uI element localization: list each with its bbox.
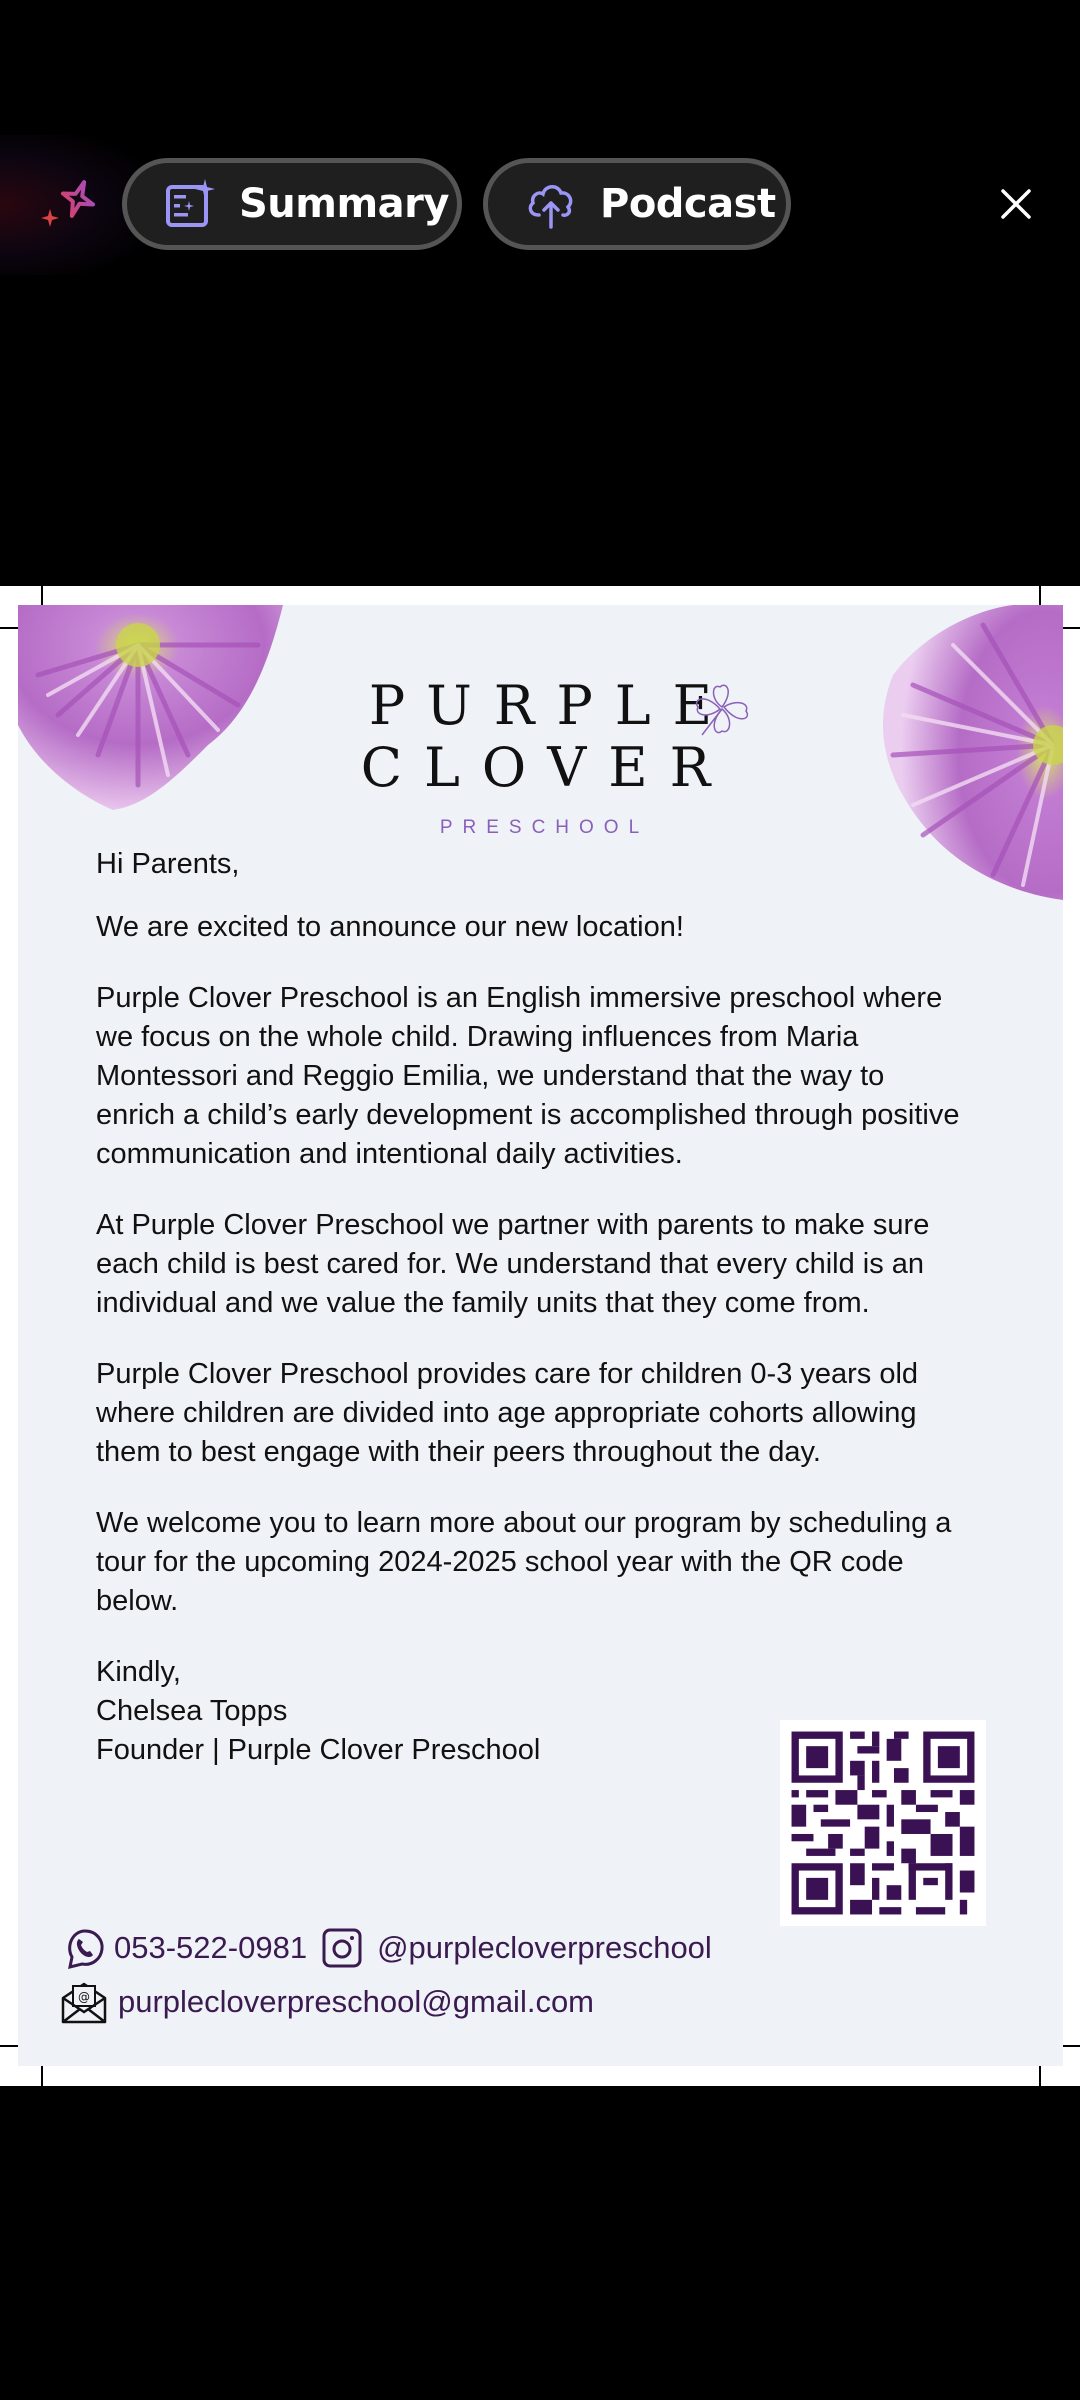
logo-line-1: PURPLE — [368, 674, 735, 737]
email-address[interactable]: purplecloverpreschool@gmail.com — [118, 1984, 595, 2019]
summary-sparkle-icon — [163, 177, 217, 231]
instagram-icon — [321, 1927, 363, 1969]
crop-mark — [1039, 2066, 1041, 2086]
paragraph: Purple Clover Preschool is an English immersive preschool where we focus on the whole child. Drawing influences from Maria Montessori and Reggio Emilia, we understand that the way to enrich a child’s early development is accomplished through positive communication and intentional daily activities. — [96, 982, 960, 1170]
ai-assistant-button[interactable] — [0, 135, 140, 275]
letter-body — [96, 845, 996, 1770]
paragraph: At Purple Clover Preschool we partner with parents to make sure each child is best cared for. We understand that every child is an individual and we value the family units that they come from. — [96, 1209, 930, 1319]
clover-icon — [690, 677, 754, 741]
paragraph: We welcome you to learn more about our program by scheduling a tour for the upcoming 2024-2025 school year with the QR code below. — [96, 1507, 952, 1617]
signoff-title: Founder | Purple Clover Preschool — [96, 1734, 541, 1766]
podcast-label: Podcast — [600, 181, 776, 227]
instagram-handle[interactable]: @purplecloverpreschool — [377, 1930, 712, 1965]
crop-mark — [1039, 586, 1041, 606]
summary-button[interactable] — [122, 158, 462, 250]
svg-text:@: @ — [78, 1990, 90, 2004]
podcast-button[interactable] — [483, 158, 791, 250]
close-icon — [995, 183, 1037, 225]
logo-line-2: CLOVER — [360, 736, 733, 799]
logo — [18, 675, 1063, 839]
signoff-closing: Kindly, — [96, 1656, 181, 1688]
logo-subtitle: PRESCHOOL — [439, 817, 650, 838]
email-icon — [60, 1980, 108, 2024]
crop-mark — [1062, 627, 1080, 629]
crop-mark — [1062, 2045, 1080, 2047]
qr-code-image — [780, 1720, 986, 1926]
crop-mark — [41, 586, 43, 606]
greeting: Hi Parents, — [96, 848, 240, 880]
paragraph: We are excited to announce our new location! — [96, 911, 684, 943]
contact-row — [60, 1980, 594, 2024]
cloud-upload-icon — [524, 177, 578, 231]
crop-mark — [41, 2066, 43, 2086]
contact-row — [62, 1925, 712, 1971]
qr-code[interactable] — [780, 1720, 986, 1926]
summary-label: Summary — [239, 181, 449, 227]
sparkles-icon — [38, 175, 98, 235]
phone-number[interactable]: 053-522-0981 — [114, 1930, 308, 1965]
signoff-name: Chelsea Topps — [96, 1695, 288, 1727]
crop-mark — [0, 627, 20, 629]
paragraph: Purple Clover Preschool provides care for children 0-3 years old where children are divided into age appropriate cohorts allowing them to best engage with their peers throughout the day. — [96, 1358, 919, 1468]
flyer — [18, 605, 1063, 2066]
whatsapp-icon — [62, 1925, 108, 1971]
crop-mark — [0, 2045, 20, 2047]
close-button[interactable] — [995, 183, 1037, 225]
document-page — [0, 586, 1080, 2086]
